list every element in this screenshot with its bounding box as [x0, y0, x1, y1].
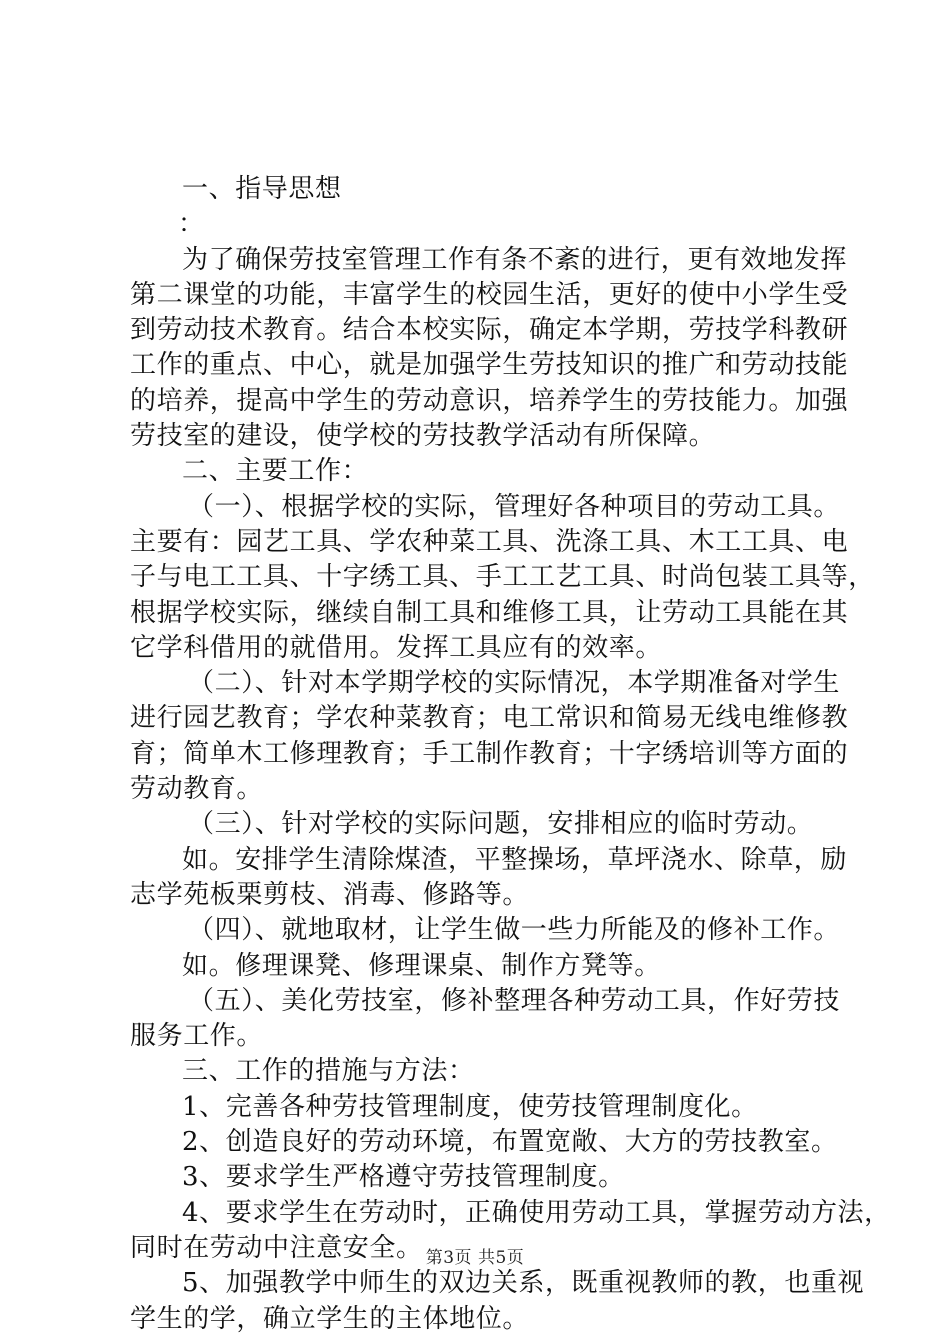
text-line: 一、指导思想 [182, 174, 342, 204]
text-line: 根据学校实际，继续自制工具和维修工具，让劳动工具能在其 [130, 597, 849, 628]
text-line: （三）、针对学校的实际问题，安排相应的临时劳动。 [188, 809, 814, 840]
text-line: 二、主要工作： [182, 456, 369, 487]
text-line: 1、完善各种劳技管理制度，使劳技管理制度化。 [182, 1091, 758, 1122]
text-line: 志学苑板栗剪枝、消毒、修路等。 [130, 879, 530, 910]
text-line: （二）、针对本学期学校的实际情况，本学期准备对学生 [188, 668, 841, 699]
text-line: 子与电工工具、十字绣工具、手工工艺工具、时尚包装工具等， [130, 562, 875, 593]
text-line: 它学科借用的就借用。发挥工具应有的效率。 [130, 632, 663, 663]
text-line: ： [178, 209, 205, 240]
text-line: 同时在劳动中注意安全。 [130, 1232, 423, 1263]
text-line: 如。修理课凳、修理课桌、制作方凳等。 [182, 950, 661, 981]
text-line: 为了确保劳技室管理工作有条不紊的进行，更有效地发挥 [182, 244, 848, 275]
text-line: 学生的学，确立学生的主体地位。 [130, 1303, 530, 1334]
text-line: 工作的重点、中心，就是加强学生劳技知识的推广和劳动技能 [130, 350, 849, 381]
document-body [130, 172, 891, 1337]
text-line: 5、加强教学中师生的双边关系，既重视教师的教，也重视 [182, 1268, 865, 1299]
page-footer: 第3页 共5页 [425, 1248, 525, 1268]
text-line: 4、要求学生在劳动时，正确使用劳动工具，掌握劳动方法， [182, 1197, 891, 1228]
text-line: 3、要求学生严格遵守劳技管理制度。 [182, 1162, 625, 1193]
text-line: （一）、根据学校的实际，管理好各种项目的劳动工具。 [188, 491, 841, 522]
text-line: （五）、美化劳技室，修补整理各种劳动工具，作好劳技 [188, 985, 841, 1016]
text-line: 三、工作的措施与方法： [182, 1056, 475, 1087]
text-line: 第二课堂的功能，丰富学生的校园生活，更好的使中小学生受 [130, 279, 849, 310]
text-line: 服务工作。 [130, 1021, 264, 1052]
text-line: 主要有：园艺工具、学农种菜工具、洗涤工具、木工工具、电 [130, 526, 849, 557]
text-line: 的培养，提高中学生的劳动意识，培养学生的劳技能力。加强 [130, 385, 849, 416]
text-line: 劳技室的建设，使学校的劳技教学活动有所保障。 [130, 421, 716, 452]
text-line: 劳动教育。 [130, 774, 264, 805]
text-line: （四）、就地取材，让学生做一些力所能及的修补工作。 [188, 915, 841, 946]
text-line: 到劳动技术教育。结合本校实际，确定本学期，劳技学科教研 [130, 315, 849, 346]
text-line: 进行园艺教育；学农种菜教育；电工常识和简易无线电维修教 [130, 703, 849, 734]
text-line: 如。安排学生清除煤渣，平整操场，草坪浇水、除草，励 [182, 844, 848, 875]
text-line: 育；简单木工修理教育；手工制作教育；十字绣培训等方面的 [130, 738, 849, 769]
text-line: 2、创造良好的劳动环境，布置宽敞、大方的劳技教室。 [182, 1127, 838, 1158]
